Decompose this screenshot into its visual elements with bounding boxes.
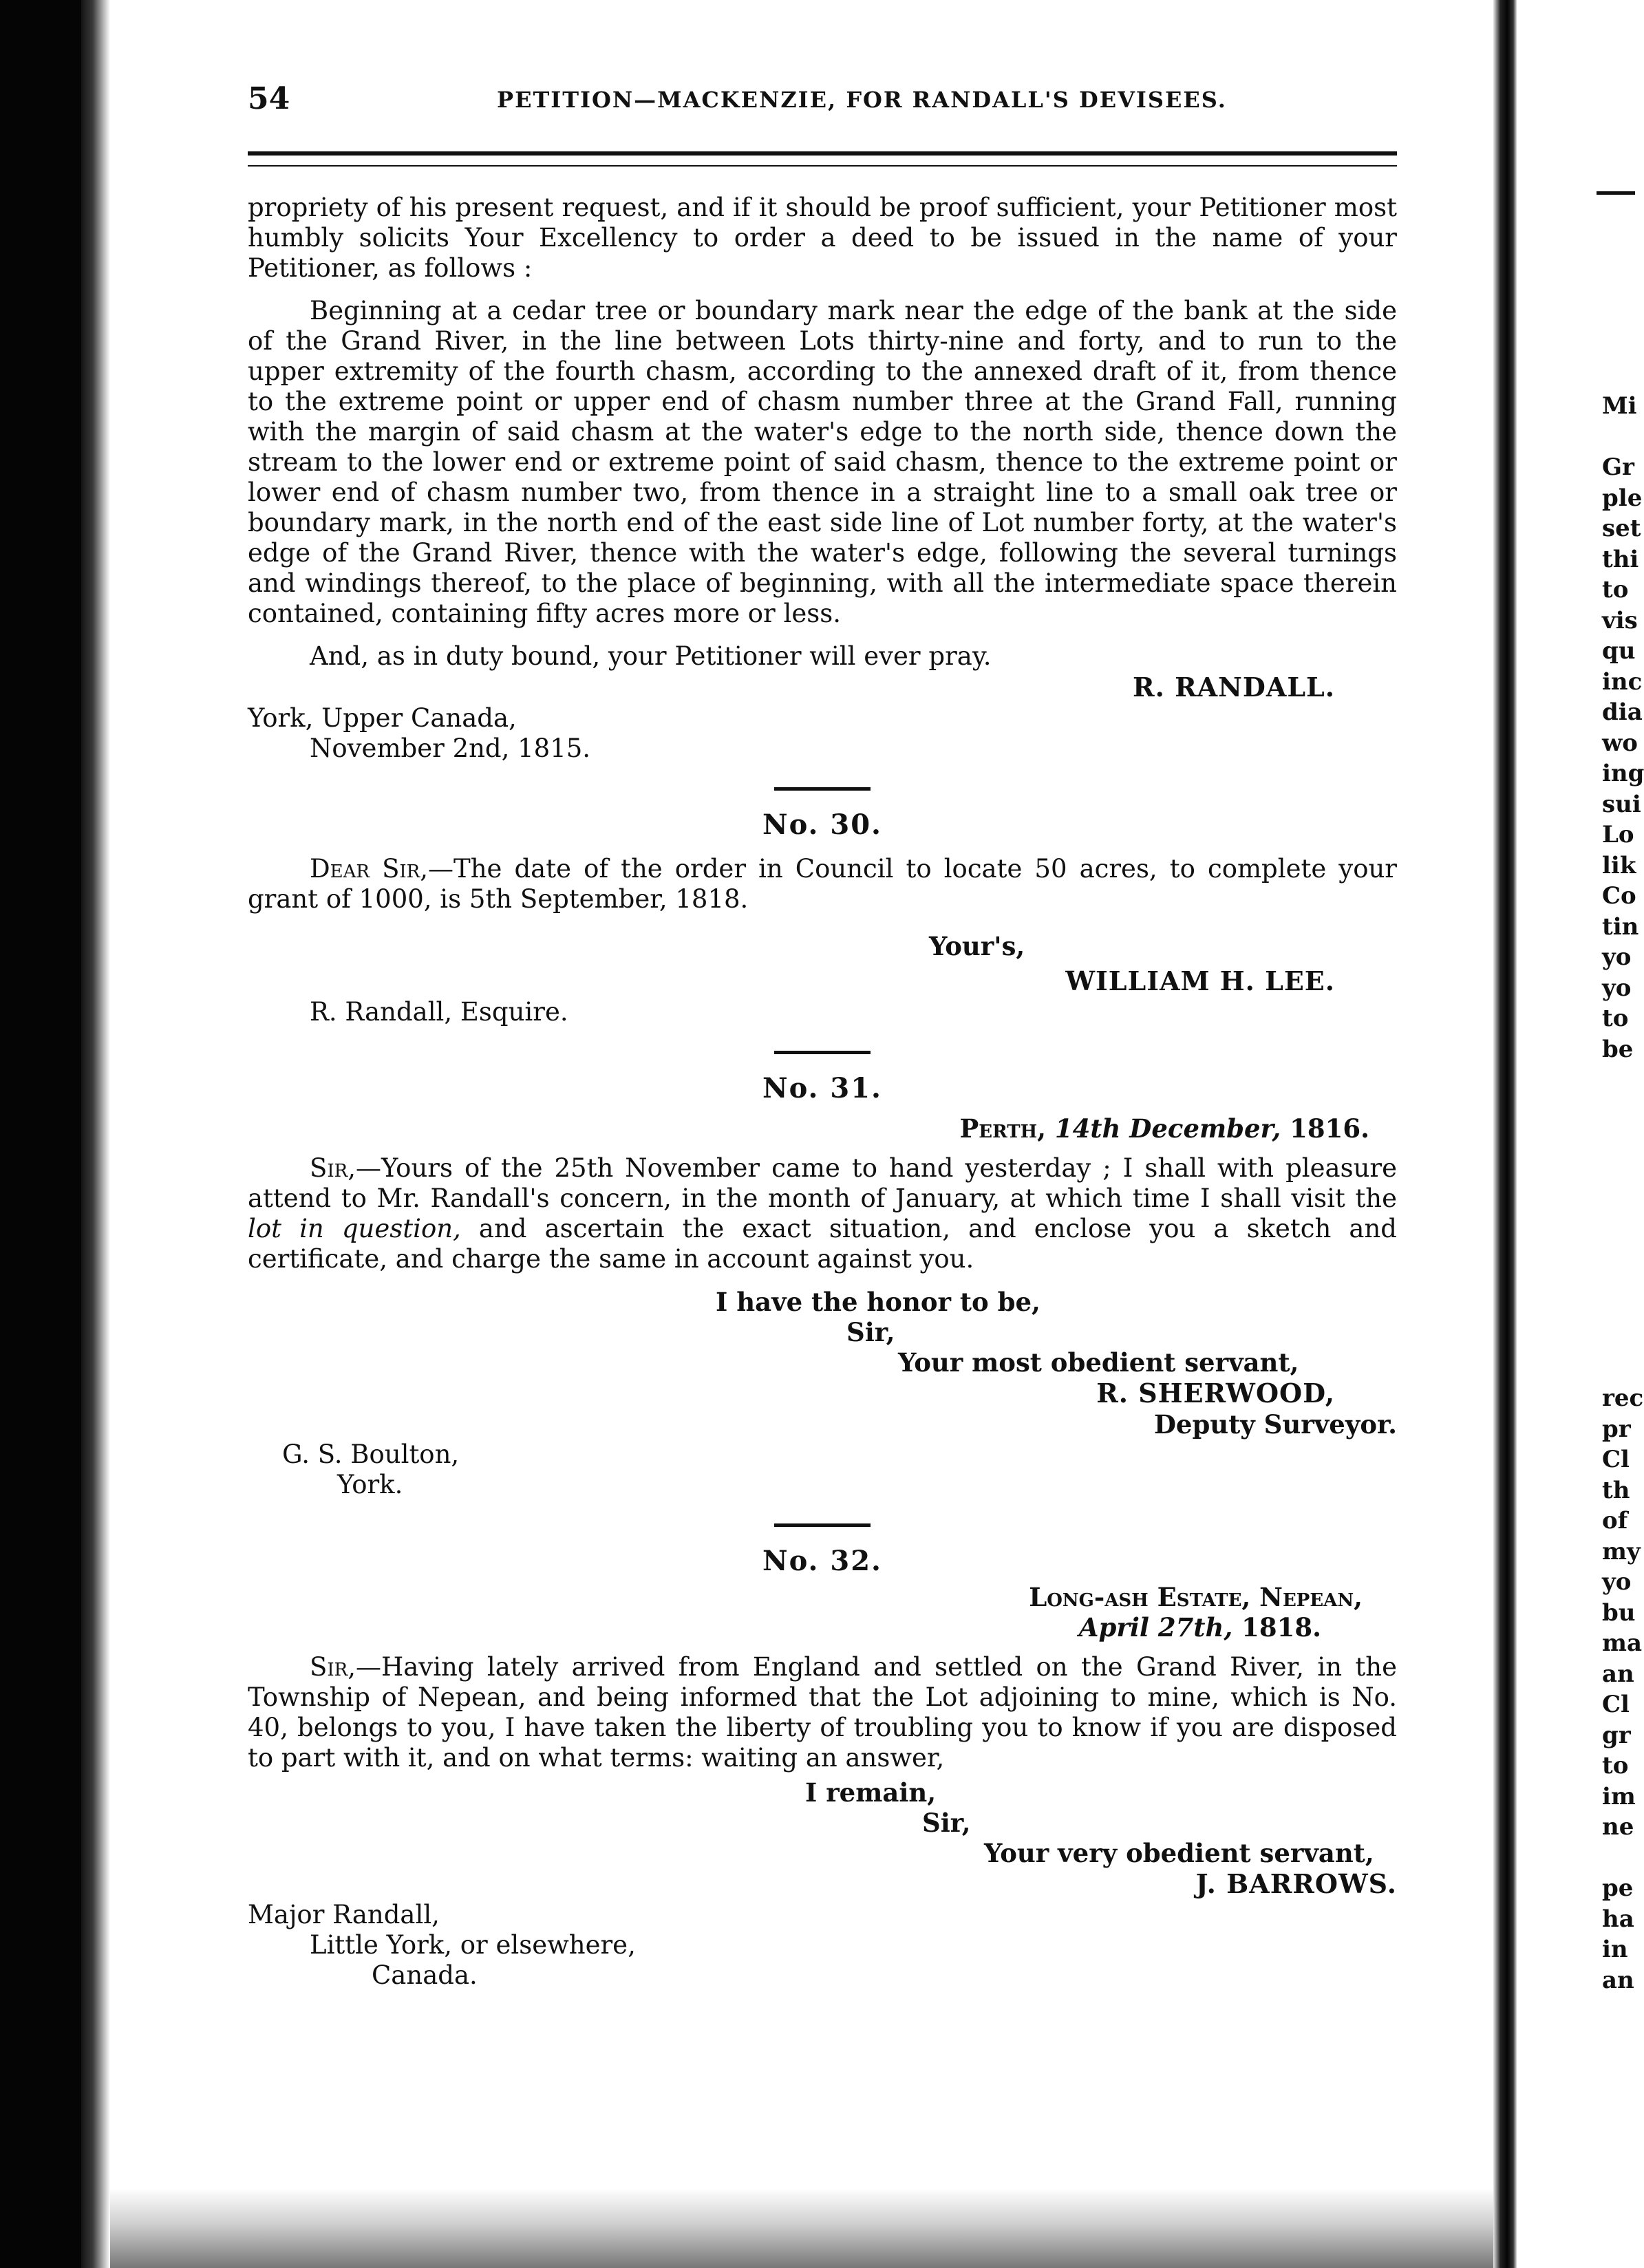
facing-page-fragment: Gr [1602, 453, 1634, 481]
letter-no32-dateline [248, 1612, 1397, 1643]
facing-page-fragment: pr [1602, 1415, 1631, 1443]
facing-page-fragment: ing [1602, 760, 1644, 787]
facing-page-fragment: dia [1602, 698, 1643, 726]
facing-page-fragment: wo [1602, 729, 1638, 757]
header-double-rule [248, 151, 1397, 167]
letter-no32-signature: J. BARROWS. [1195, 1868, 1397, 1899]
section-divider [774, 787, 871, 791]
facing-page-fragment: rec [1602, 1384, 1644, 1412]
facing-page-rule [1597, 191, 1635, 195]
facing-page-fragment: of [1602, 1507, 1628, 1534]
petition-signature: R. RANDALL. [1133, 672, 1335, 703]
scan-dark-border [0, 0, 110, 2268]
facing-page-fragment: yo [1602, 1568, 1632, 1596]
facing-page-fragment: yo [1602, 943, 1632, 971]
facing-page-fragment: be [1602, 1035, 1634, 1063]
letter-heading-no32: No. 32. [762, 1545, 882, 1577]
scan-border-edge [81, 0, 110, 2268]
facing-page-fragment: tin [1602, 912, 1639, 941]
facing-page-fragment: to [1602, 576, 1629, 603]
letter-no32-year: 1818. [1241, 1612, 1321, 1643]
facing-page-fragment: an [1602, 1966, 1634, 1994]
facing-page-fragment: Lo [1602, 821, 1634, 848]
letter-no32-addressee-3: Canada. [372, 1960, 478, 1990]
facing-page-fragment: pe [1602, 1874, 1634, 1902]
section-divider [774, 1051, 871, 1054]
facing-page-fragment: inc [1602, 667, 1643, 696]
letter-no32-place: Long-ash Estate, Nepean, [1029, 1582, 1363, 1612]
letter-no31-title: Deputy Surveyor. [1153, 1409, 1397, 1440]
book-gutter [1493, 0, 1517, 2268]
letter-no31-signature: R. SHERWOOD, [1096, 1378, 1335, 1409]
letter-no32-salutation: Sir, [310, 1652, 356, 1682]
facing-page-fragment: ple [1602, 484, 1643, 512]
document-page [248, 81, 1397, 1991]
running-header [248, 81, 1397, 122]
letter-no32-text: —Having lately arrived from England and settled on the Grand River, in the Township of Nepean, and being informed that the Lot adjoining to mine, which is No. 40, belongs to you, I have taken the liberty of troubling you to know if you are disposed to part with it, and on what terms: waiting an answer, [248, 1652, 1397, 1773]
letter-no31-text-a: —Yours of the 25th November came to hand yesterday ; I shall with pleasure attend to Mr. Randall's concern, in the month of January, at which time I shall visit the [248, 1153, 1397, 1213]
letter-no30-body [248, 854, 1397, 914]
petition-place: York, Upper Canada, [248, 703, 517, 733]
letter-no31-body [248, 1153, 1397, 1274]
letter-no32-addressee-1: Major Randall, [248, 1900, 440, 1929]
facing-page-fragment: to [1602, 1005, 1629, 1032]
letter-no31-text-italic: lot in question, [248, 1214, 461, 1243]
facing-page-fragment: lik [1602, 851, 1636, 879]
facing-page-fragment: ha [1602, 1905, 1634, 1933]
petition-paragraph: propriety of his present request, and if it should be proof sufficient, your Petitioner most humbly solicits Your Excellency to order a deed to be issued in the name of your Petitioner, as follows : [248, 193, 1397, 283]
scan-bottom-shadow [110, 2188, 1493, 2268]
letter-no31-dateline [248, 1113, 1397, 1144]
letter-no31-salutation: Sir, [310, 1153, 356, 1183]
letter-heading-no30: No. 30. [762, 809, 882, 841]
letter-no32-body [248, 1652, 1397, 1773]
letter-heading-no31: No. 31. [762, 1072, 882, 1104]
letter-no32-closing-1: I remain, [805, 1777, 937, 1808]
letter-no31-closing-1: I have the honor to be, [716, 1287, 1040, 1317]
section-divider [774, 1523, 871, 1527]
running-title: PETITION—MACKENZIE, FOR RANDALL'S DEVISEES. [497, 87, 1227, 113]
page-number: 54 [248, 81, 290, 116]
letter-no31-place: Perth, [959, 1113, 1047, 1144]
facing-page-fragment: to [1602, 1752, 1629, 1779]
letter-no30-signature: WILLIAM H. LEE. [1065, 965, 1335, 996]
letter-no30-salutation: Dear Sir, [310, 854, 429, 884]
letter-no31-addressee-2: York. [337, 1470, 403, 1499]
letter-no31-text-b: and ascertain the exact situation, and enclose you a sketch and certificate, and charge the same in account against you. [248, 1214, 1397, 1274]
letter-no32-date: April 27th, [1078, 1612, 1233, 1643]
letter-no31-closing-3: Your most obedient servant, [898, 1347, 1299, 1378]
land-description-paragraph: Beginning at a cedar tree or boundary mark near the edge of the bank at the side of the Grand River, in the line between Lots thirty-nine and forty, and to run to the upper extremity of the fourth chasm, according to the annexed draft of it, from thence to the extreme point or upper end of chasm number three at the Grand Fall, running with the margin of said chasm at the water's edge to the north side, thence down the stream to the lower end or extreme point of said chasm, thence to the extreme point or lower end of chasm number two, from thence in a straight line to a small oak tree or boundary mark, in the north end of the east side line of Lot number forty, at the water's edge of the Grand River, thence with the water's edge, following the several turnings and windings thereof, to the place of beginning, with all the intermediate space therein contained, containing fifty acres more or less. [248, 296, 1397, 628]
petition-date: November 2nd, 1815. [310, 734, 591, 763]
letter-no31-closing-2: Sir, [846, 1317, 895, 1347]
facing-page-fragment: my [1602, 1537, 1641, 1565]
facing-page-fragment: yo [1602, 974, 1632, 1002]
letter-no32-addressee-2: Little York, or elsewhere, [310, 1930, 636, 1960]
facing-page-fragment: sui [1602, 790, 1641, 818]
letter-no31-year: 1816. [1290, 1113, 1369, 1144]
facing-page-fragment: im [1602, 1782, 1636, 1810]
letter-no32-closing-3: Your very obedient servant, [984, 1838, 1374, 1868]
letter-no30-closing: Your's, [929, 931, 1025, 961]
facing-page-fragment: gr [1602, 1721, 1631, 1749]
facing-page-fragment: ne [1602, 1813, 1634, 1841]
facing-page-fragment: Mi [1602, 392, 1637, 420]
facing-page-fragment: in [1602, 1936, 1628, 1963]
facing-page-fragment: Co [1602, 882, 1636, 910]
facing-page-fragment: th [1602, 1476, 1630, 1504]
facing-page-fragment: Cl [1602, 1446, 1630, 1473]
letter-no31-addressee-1: G. S. Boulton, [282, 1440, 460, 1469]
petition-prayer: And, as in duty bound, your Petitioner will ever pray. [310, 641, 992, 671]
facing-page-fragment: Cl [1602, 1691, 1630, 1718]
letter-no31-date: 14th December, [1054, 1113, 1281, 1144]
facing-page-fragment: bu [1602, 1598, 1636, 1627]
facing-page-fragment: ma [1602, 1629, 1643, 1657]
facing-page-fragment: vis [1602, 606, 1638, 634]
letter-no30-text: —The date of the order in Council to locate 50 acres, to complete your grant of 1000, is 5th September, 1818. [248, 854, 1397, 914]
facing-page-fragment: set [1602, 515, 1641, 542]
letter-no30-addressee: R. Randall, Esquire. [310, 997, 568, 1027]
facing-page-fragment: an [1602, 1660, 1634, 1688]
facing-page-fragment: qu [1602, 637, 1636, 665]
facing-page-fragment: thi [1602, 545, 1639, 573]
letter-no32-closing-2: Sir, [922, 1808, 971, 1838]
